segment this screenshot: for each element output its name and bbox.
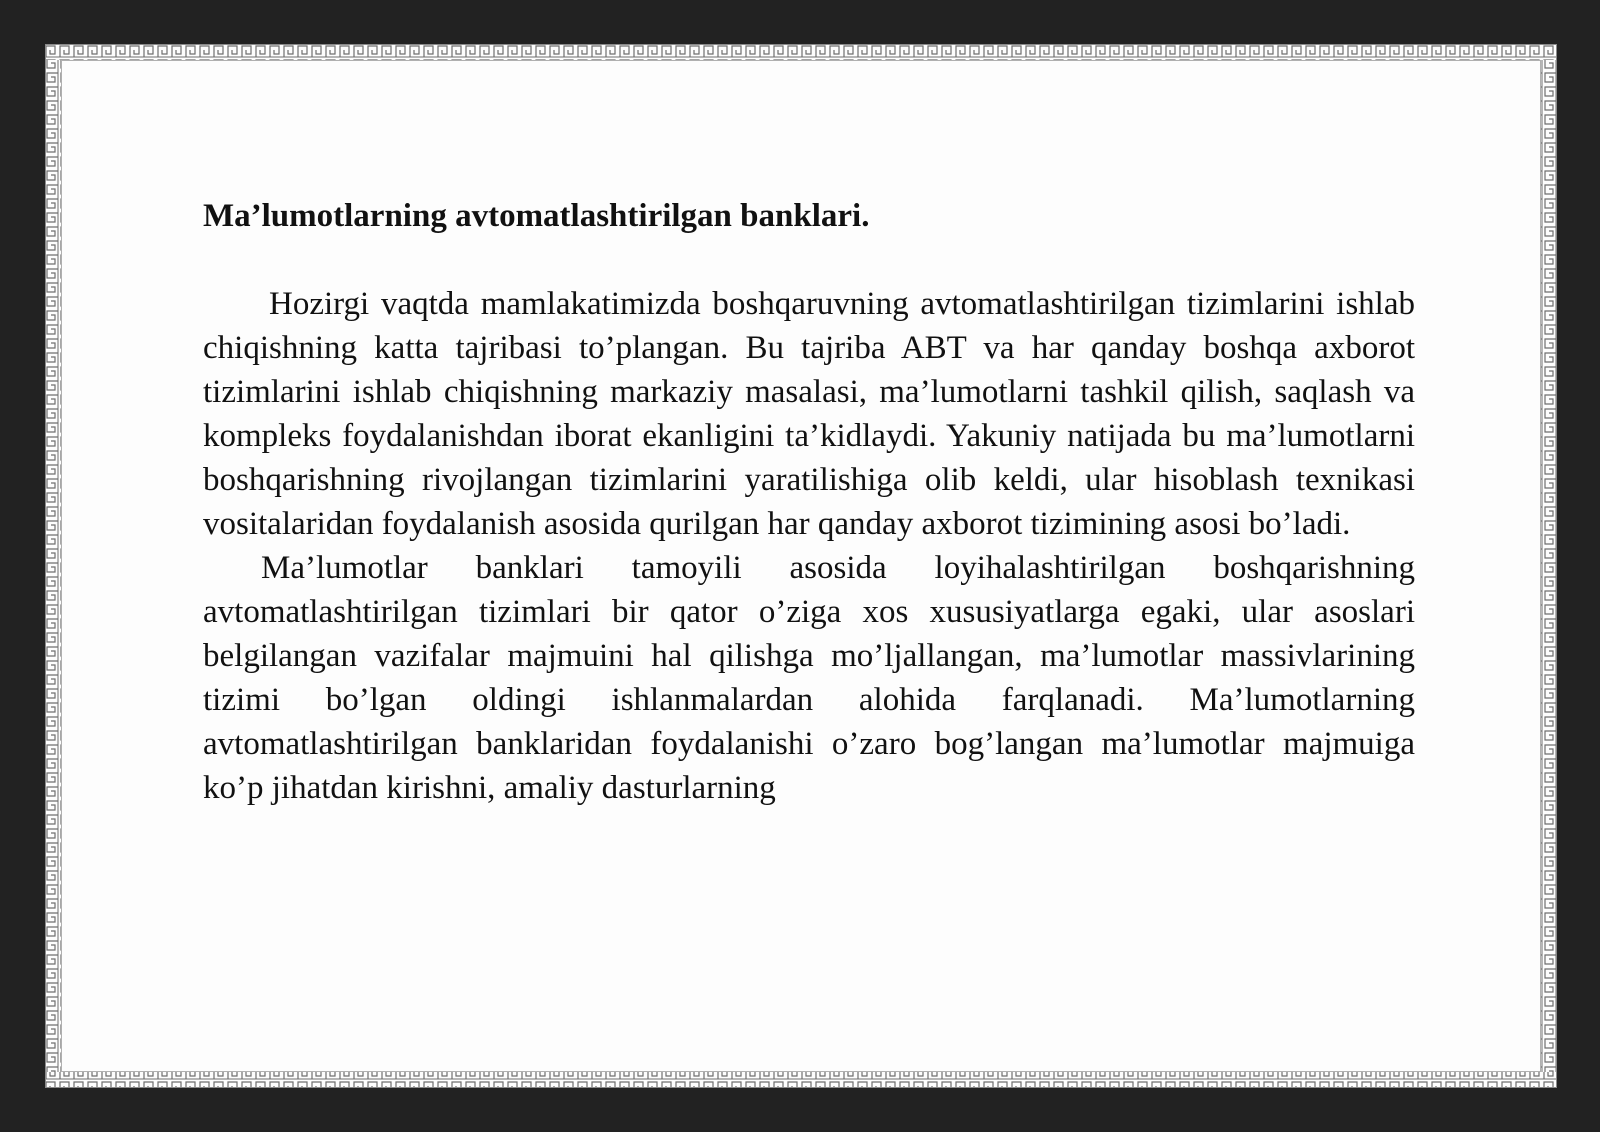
document-title: Ma’lumotlarning avtomatlashtirilgan banklari. bbox=[203, 198, 870, 234]
paragraph-1: Hozirgi vaqtda mamlakatimizda boshqaruvning avtomatlashtirilgan tizimlarini ishlab chiqishning katta tajribasi to’plangan. Bu tajriba ABT va har qanday boshqa axborot tizimlarini ishlab chiqishning markaziy masalasi, ma’lumotlarni tashkil qilish, saqlash va kompleks foydalanishdan iborat ekanligini ta’kidlaydi. Yakuniy natijada bu ma’lumotlarni boshqarishning rivojlangan tizimlarini yaratilishiga olib keldi, ular hisoblash texnikasi vositalaridan foydalanish asosida qurilgan har qanday axborot tizimining asosi bo’ladi. bbox=[203, 286, 1415, 542]
paragraph-2: Ma’lumotlar banklari tamoyili asosida loyihalashtirilgan boshqarishning avtomatlashtirilgan tizimlari bir qator o’ziga xos xususiyatlarga egaki, ular asoslari belgilangan vazifalar majmuini hal qilishga mo’ljallangan, ma’lumotlar massivlarining tizimi bo’lgan oldingi ishlanmalardan alohida farqlanadi. Ma’lumotlarning avtomatlashtirilgan banklaridan foydalanishi o’zaro bog’langan ma’lumotlar majmuiga ko’p jihatdan kirishni, amaliy dasturlarning bbox=[203, 550, 1415, 806]
document-page bbox=[45, 44, 1557, 1088]
document-body bbox=[203, 194, 1415, 810]
